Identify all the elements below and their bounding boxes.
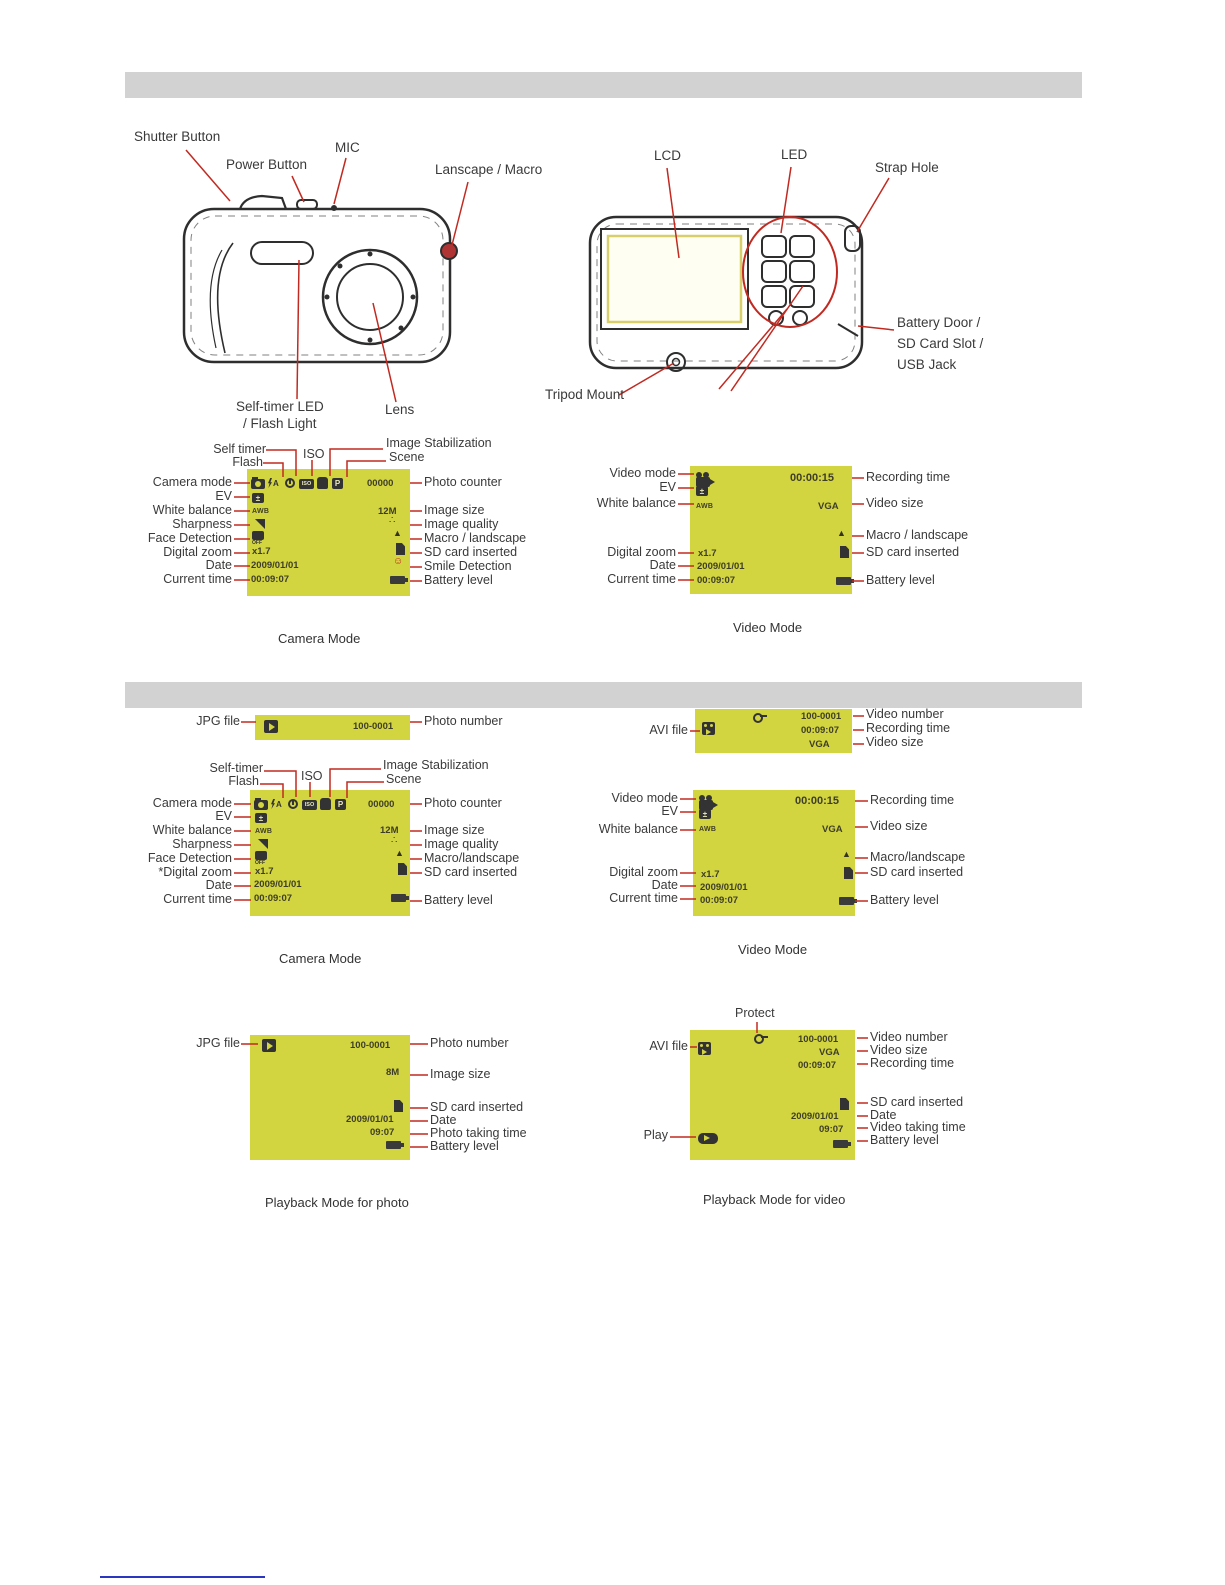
lcd-screen-camera-mode-1 (247, 469, 410, 596)
avi-file-icon (698, 1042, 711, 1055)
cam2-left-label: Sharpness (172, 837, 232, 851)
macro-icon: ▲ (842, 849, 851, 859)
cam1-right-label: Battery level (424, 573, 493, 587)
flash-auto-icon: A (271, 799, 282, 809)
sharpness-icon (255, 519, 265, 529)
cam2-right-label: Image size (424, 823, 485, 837)
vid2-left-label: White balance (598, 822, 678, 836)
lcd-screen-playback-video (690, 1030, 855, 1160)
cam1-right-label: Smile Detection (424, 559, 512, 573)
caption-camera-mode-2: Camera Mode (279, 951, 362, 966)
label-tripod-mount: Tripod Mount (545, 387, 625, 402)
label-jpg-file: JPG file (196, 714, 240, 728)
cam1-left-label: Digital zoom (163, 545, 232, 559)
cam2-left-label: Current time (163, 892, 232, 906)
cam1-top-label: Self timer (213, 442, 266, 456)
avi-file-icon (702, 722, 715, 735)
iso-icon: ISO (299, 479, 314, 489)
vid1-left-label: White balance (596, 496, 676, 510)
cam2-left-label: White balance (152, 823, 232, 837)
cam2-top-label: Flash (228, 774, 259, 788)
vid2-left-label: EV (661, 804, 678, 818)
vid1-left-label: EV (659, 480, 676, 494)
cam1-top-label: Flash (232, 455, 263, 469)
ev-icon: ± (699, 809, 711, 819)
lcd-strip-jpg (255, 715, 410, 740)
label-usb-jack: USB Jack (897, 357, 957, 372)
vid2-left-label: Date (651, 878, 678, 892)
play-video-right-label: Battery level (870, 1133, 939, 1147)
video-size-value: VGA (809, 739, 830, 750)
play-photo-right-label: Battery level (430, 1139, 499, 1153)
protect-key-icon (754, 1034, 768, 1042)
label-flash-light: / Flash Light (243, 416, 317, 431)
play-video-right-label: Video taking time (870, 1120, 966, 1134)
jpg-file-icon (264, 720, 278, 733)
scene-icon: P (332, 478, 343, 489)
iso-icon: ISO (302, 800, 317, 810)
vid1-right-label: Macro / landscape (866, 528, 969, 542)
label-strap-hole: Strap Hole (875, 160, 939, 175)
image-quality-icon: ∴ (391, 835, 398, 846)
play-photo-right-label: Image size (430, 1067, 491, 1081)
sd-card-icon (840, 1098, 849, 1110)
cam2-top-label: Self-timer (209, 761, 263, 775)
label-power-button: Power Button (226, 157, 308, 172)
digital-zoom-value: x1.7 (252, 546, 271, 557)
battery-icon (386, 1141, 401, 1149)
play-photo-right-label: Date (430, 1113, 457, 1127)
battery-icon (833, 1140, 848, 1148)
cam1-top-label: Scene (389, 450, 425, 464)
cam1-left-label: White balance (152, 503, 232, 517)
cam1-left-label: EV (215, 489, 232, 503)
macro-icon: ▲ (395, 848, 404, 858)
label-landscape-macro: Lanscape / Macro (435, 162, 543, 177)
video-number-value: 100-0001 (801, 711, 842, 722)
white-balance-value: AWB (255, 828, 273, 835)
sd-card-icon (396, 543, 405, 555)
photo-counter-value: 00000 (368, 799, 395, 810)
label-sd-card-slot: SD Card Slot / (897, 336, 984, 351)
jpg-file-icon (262, 1039, 276, 1052)
cam2-top-label: Image Stabilization (383, 758, 489, 772)
label-selftimer-led: Self-timer LED (236, 399, 324, 414)
image-size-value: 12M (378, 506, 397, 517)
white-balance-value: AWB (696, 503, 714, 510)
play-photo-right-label: SD card inserted (430, 1100, 524, 1114)
lcd-screen-video-mode-1 (690, 466, 852, 594)
cam2-right-label: Photo counter (424, 796, 502, 810)
vid2-right-label: Video size (870, 819, 928, 833)
caption-playback-video: Playback Mode for video (703, 1192, 846, 1207)
play-badge-icon (698, 1133, 718, 1144)
cam1-right-label: Macro / landscape (424, 531, 527, 545)
video-size-value: VGA (822, 824, 843, 835)
caption-video-mode-2: Video Mode (738, 942, 808, 957)
sharpness-icon (258, 839, 268, 849)
cam1-top-label: ISO (303, 447, 325, 461)
label-play: Play (643, 1128, 668, 1142)
cam2-right-label: SD card inserted (424, 865, 518, 879)
cam2-right-label: Battery level (424, 893, 493, 907)
cam2-left-label: *Digital zoom (158, 865, 232, 879)
image-size-value: 8M (386, 1067, 400, 1078)
cam2-left-label: EV (215, 809, 232, 823)
recording-time-value: 00:00:15 (790, 472, 835, 484)
flash-auto-icon: A (268, 478, 279, 488)
battery-icon (836, 577, 851, 585)
time-value: 00:09:07 (697, 575, 736, 586)
label-battery-door: Battery Door / (897, 315, 981, 330)
section-bar-top (125, 72, 1082, 98)
sd-card-icon (398, 863, 407, 875)
video-size-value: VGA (818, 501, 839, 512)
vid1-right-label: Video size (866, 496, 924, 510)
cam1-right-label: Image size (424, 503, 485, 517)
digital-zoom-value: x1.7 (698, 548, 717, 559)
vid1-left-label: Video mode (609, 466, 676, 480)
cam2-left-label: Face Detection (147, 851, 232, 865)
cam1-right-label: Image quality (424, 517, 499, 531)
vid2-right-label: Recording time (870, 793, 955, 807)
image-stabilization-icon (320, 798, 331, 810)
smile-detection-icon: ☺ (393, 556, 404, 567)
date-value: 2009/01/01 (346, 1114, 394, 1125)
battery-icon (390, 576, 405, 584)
caption-playback-photo: Playback Mode for photo (265, 1195, 409, 1210)
cam1-top-label: Image Stabilization (386, 436, 492, 450)
image-size-value: 12M (380, 825, 399, 836)
cam2-right-label: Macro/landscape (424, 851, 520, 865)
lcd-screen-playback-photo (250, 1035, 410, 1160)
cam1-left-label: Face Detection (147, 531, 232, 545)
recording-time-value: 00:00:15 (795, 795, 840, 807)
photo-counter-value: 00000 (367, 478, 394, 489)
vid2-right-label: Macro/landscape (870, 850, 966, 864)
label-mic: MIC (335, 140, 360, 155)
macro-icon: ▲ (837, 528, 846, 538)
cam2-left-label: Date (205, 878, 232, 892)
battery-icon (839, 897, 854, 905)
label-protect: Protect (735, 1006, 775, 1020)
lcd-screen-camera-mode-2 (250, 790, 410, 916)
vid1-left-label: Digital zoom (607, 545, 676, 559)
strip-avi-right-label: Recording time (866, 721, 951, 735)
date-value: 2009/01/01 (697, 561, 745, 572)
play-video-right-label: Video size (870, 1043, 928, 1057)
vid1-right-label: SD card inserted (866, 545, 960, 559)
play-video-right-label: Video number (870, 1030, 948, 1044)
video-size-value: VGA (819, 1047, 840, 1058)
play-photo-right-label: Photo taking time (430, 1126, 527, 1140)
label-led: LED (781, 147, 808, 162)
strip-avi-right-label: Video size (866, 735, 924, 749)
label-jpg-file: JPG file (196, 1036, 240, 1050)
vid2-left-label: Digital zoom (609, 865, 678, 879)
photo-number-value: 100-0001 (353, 721, 394, 732)
vid1-right-label: Recording time (866, 470, 951, 484)
cam1-left-label: Camera mode (152, 475, 232, 489)
vid1-left-label: Date (649, 558, 676, 572)
ev-icon: ± (696, 486, 708, 496)
macro-icon: ▲ (393, 528, 402, 538)
face-detection-icon: OFF (252, 531, 264, 546)
strip-jpg-right-label: Photo number (424, 714, 503, 728)
photo-number-value: 100-0001 (350, 1040, 391, 1051)
vid2-right-label: Battery level (870, 893, 939, 907)
digital-zoom-value: x1.7 (701, 869, 720, 880)
cam1-right-label: SD card inserted (424, 545, 518, 559)
time-value: 00:09:07 (700, 895, 739, 906)
cam1-left-label: Date (205, 558, 232, 572)
digital-zoom-value: x1.7 (255, 866, 274, 877)
cam1-left-label: Sharpness (172, 517, 232, 531)
cam2-top-label: Scene (386, 772, 422, 786)
label-avi-file: AVI file (649, 723, 688, 737)
label-shutter-button: Shutter Button (134, 129, 221, 144)
lcd-screen-video-mode-2 (693, 790, 855, 916)
image-stabilization-icon (317, 477, 328, 489)
caption-video-mode-1: Video Mode (733, 620, 803, 635)
recording-time-value: 00:09:07 (801, 725, 840, 736)
self-timer-icon (285, 478, 295, 488)
self-timer-icon (288, 799, 298, 809)
sd-card-icon (394, 1100, 403, 1112)
scene-icon: P (335, 799, 346, 810)
play-video-right-label: Recording time (870, 1056, 955, 1070)
vid1-right-label: Battery level (866, 573, 935, 587)
label-lcd: LCD (654, 148, 682, 163)
date-value: 2009/01/01 (251, 560, 299, 571)
section-bar-middle (125, 682, 1082, 708)
time-value: 00:09:07 (251, 574, 290, 585)
vid2-right-label: SD card inserted (870, 865, 964, 879)
cam1-right-label: Photo counter (424, 475, 502, 489)
time-value: 00:09:07 (254, 893, 293, 904)
footer-link[interactable] (100, 1576, 265, 1578)
cam2-left-label: Camera mode (152, 796, 232, 810)
date-value: 2009/01/01 (791, 1111, 839, 1122)
white-balance-value: AWB (699, 826, 717, 833)
play-photo-right-label: Photo number (430, 1036, 509, 1050)
cam2-right-label: Image quality (424, 837, 499, 851)
ev-icon: ± (255, 813, 267, 823)
image-quality-icon: ∴ (389, 515, 396, 526)
camera-mode-icon (251, 479, 265, 489)
vid2-left-label: Video mode (611, 791, 678, 805)
date-value: 2009/01/01 (254, 879, 302, 890)
vid1-left-label: Current time (607, 572, 676, 586)
label-lens: Lens (385, 402, 415, 417)
protect-key-icon (753, 713, 767, 721)
face-detection-icon: OFF (255, 851, 267, 866)
back-camera-drawing (590, 217, 862, 371)
play-video-right-label: Date (870, 1108, 897, 1122)
video-taking-time-value: 09:07 (819, 1124, 844, 1135)
photo-taking-time-value: 09:07 (370, 1127, 395, 1138)
strip-avi-right-label: Video number (866, 707, 944, 721)
battery-icon (391, 894, 406, 902)
video-number-value: 100-0001 (798, 1034, 839, 1045)
camera-mode-icon (254, 800, 268, 810)
vid2-left-label: Current time (609, 891, 678, 905)
date-value: 2009/01/01 (700, 882, 748, 893)
sd-card-icon (844, 867, 853, 879)
sd-card-icon (840, 546, 849, 558)
caption-camera-mode-1: Camera Mode (278, 631, 361, 646)
ev-icon: ± (252, 493, 264, 503)
recording-time-value: 00:09:07 (798, 1060, 837, 1071)
front-camera-drawing (184, 196, 457, 362)
label-avi-file: AVI file (649, 1039, 688, 1053)
lcd-strip-avi (695, 709, 852, 753)
play-video-right-label: SD card inserted (870, 1095, 964, 1109)
white-balance-value: AWB (252, 508, 270, 515)
cam1-left-label: Current time (163, 572, 232, 586)
cam2-top-label: ISO (301, 769, 323, 783)
